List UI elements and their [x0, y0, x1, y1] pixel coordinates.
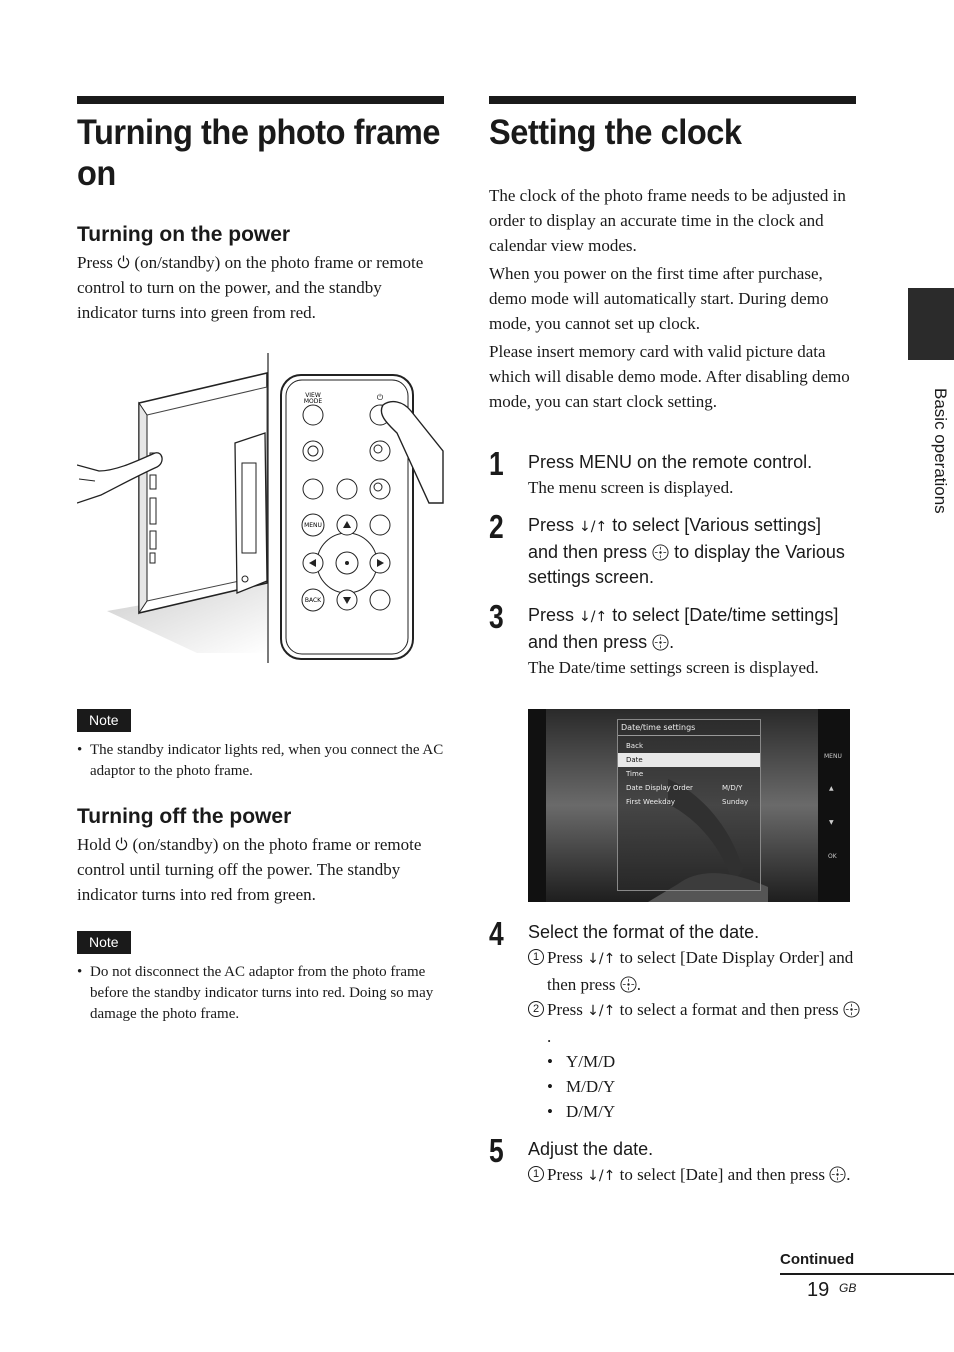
continued-label: Continued: [780, 1251, 855, 1268]
step-number: 1: [489, 445, 504, 482]
datetime-menu: [617, 719, 761, 891]
intro-paragraph: Please insert memory card with valid picture data which will disable demo mode. After disabling demo mode, you can start clock setting.: [489, 342, 850, 411]
format-label: D/M/Y: [566, 1102, 616, 1121]
substep-text: to select a format and then press: [619, 1000, 839, 1019]
step-text: Adjust the date.: [528, 1139, 654, 1159]
power-off-text: [77, 832, 444, 907]
title-rule: [77, 96, 444, 104]
screen-ok-label: OK: [828, 853, 837, 860]
photo-frame-remote-illustration: [77, 353, 445, 673]
substep-text: to select [Date] and then press: [619, 1165, 825, 1184]
remote-index-button: [370, 515, 390, 535]
bullet-dot: •: [547, 1102, 553, 1121]
page-suffix: GB: [839, 1281, 857, 1295]
svg-text:MODE: MODE: [303, 398, 323, 405]
format-item: [547, 1099, 861, 1124]
note2: [77, 931, 444, 1025]
format-list: [528, 1049, 861, 1124]
power-off-text-after: (on/standby) on the photo frame or remote control until turning off the power. The standby indicator turns into red from green.: [77, 835, 422, 904]
down-up-arrows-icon: ↓/↑: [587, 1003, 616, 1019]
menu-title: Date/time settings: [618, 720, 760, 736]
substep-text: to select [Date Display Order] and then press: [547, 948, 854, 994]
intro-paragraph: When you power on the first time after purchase, demo mode will automatically start. During demo mode, you cannot set up clock.: [489, 264, 829, 333]
step-text: Select the format of the date.: [528, 922, 760, 942]
title-rule: [489, 96, 856, 104]
step-1: [489, 445, 856, 500]
bullet-dot: •: [77, 742, 83, 758]
step-number: 2: [489, 508, 504, 545]
circled-number: 1: [528, 1166, 544, 1182]
svg-text:⏻: ⏻: [376, 393, 384, 402]
step-number: 5: [489, 1132, 504, 1169]
step-5: [489, 1132, 861, 1189]
enter-button-icon: [843, 1001, 860, 1018]
format-label: Y/M/D: [566, 1052, 616, 1071]
enter-button-icon: [652, 634, 669, 651]
enter-button-icon: [652, 544, 669, 561]
format-label: M/D/Y: [566, 1077, 616, 1096]
step-sub: The menu screen is displayed.: [528, 478, 734, 497]
substep: [528, 1162, 861, 1189]
menu-row-label: Date Display Order: [626, 784, 693, 792]
remote-menu-label: MENU: [304, 522, 322, 529]
step-text-part: .: [669, 632, 675, 652]
section-tab: [908, 288, 954, 360]
step-sub: The Date/time settings screen is displayed.: [528, 658, 819, 677]
format-item: [547, 1049, 861, 1074]
frame-slot: [150, 498, 156, 524]
substep-text: Press: [547, 948, 583, 967]
enter-button-icon: [620, 976, 637, 993]
substep-text: .: [846, 1165, 851, 1184]
step-3: [489, 598, 856, 680]
section-tab-label: Basic operations: [931, 388, 950, 514]
substep-text: Press: [547, 1000, 583, 1019]
step-text: [528, 603, 856, 655]
menu-row-value: M/D/Y: [722, 784, 743, 792]
remote-back-label: BACK: [304, 597, 322, 604]
step-text-part: to display the Various settings screen.: [528, 542, 845, 587]
note2-badge: Note: [77, 931, 131, 954]
remote-clock-button: [303, 441, 323, 461]
down-up-arrows-icon: ↓/↑: [587, 1168, 616, 1184]
note1-item: [77, 740, 444, 782]
menu-row-label: Back: [626, 742, 643, 750]
bullet-dot: •: [547, 1052, 553, 1071]
steps-lower: [489, 915, 861, 1189]
step-text-part: to select [Various settings] and then press: [528, 515, 822, 562]
power-icon: [115, 837, 128, 851]
menu-row-label: Time: [626, 770, 644, 778]
step-4: [489, 915, 861, 1124]
bullet-dot: •: [547, 1077, 553, 1096]
power-off-text-before: Hold: [77, 835, 111, 854]
substep-text: .: [636, 975, 641, 994]
remote-view-mode-label: VIEW: [305, 392, 321, 399]
page-title-left: Turning the photo frame on: [77, 113, 441, 193]
left-column: [77, 96, 444, 1025]
power-on-text-before: Press: [77, 253, 113, 272]
step-2: [489, 508, 856, 590]
step-text: Press MENU on the remote control.: [528, 452, 813, 472]
screen-menu-label: MENU: [824, 753, 842, 760]
power-on-text-after: (on/standby) on the photo frame or remote control to turn on the power, and the standby indicator turns into green from red.: [77, 253, 424, 322]
menu-row-first-weekday[interactable]: [618, 795, 760, 809]
note1: [77, 709, 444, 782]
remote-zoom-in-button: [370, 441, 390, 461]
step-text-part: Press: [528, 515, 575, 535]
substep-text: .: [547, 1027, 552, 1046]
page-title-right: Setting the clock: [489, 113, 742, 152]
power-icon: [117, 255, 130, 269]
screen-down-icon: ▼: [829, 819, 834, 826]
step-text: [528, 513, 856, 590]
power-on-heading: Turning on the power: [77, 223, 291, 246]
screen-up-icon: ▲: [829, 785, 834, 792]
step-number: 3: [489, 598, 504, 635]
frame-button: [150, 553, 155, 563]
menu-row-date[interactable]: [618, 753, 760, 767]
frame-slot: [150, 531, 156, 549]
bullet-dot: •: [77, 964, 83, 980]
down-up-arrows-icon: ↓/↑: [579, 609, 608, 625]
enter-button-icon: [829, 1166, 846, 1183]
menu-row-label: Date: [626, 756, 643, 764]
power-off-heading: Turning off the power: [77, 805, 292, 828]
right-column: [489, 96, 856, 680]
menu-row-label: First Weekday: [626, 798, 676, 806]
datetime-settings-screenshot: [528, 709, 850, 902]
intro-paragraph: The clock of the photo frame needs to be adjusted in order to display an accurate time in the clock and calendar view modes.: [489, 186, 846, 255]
menu-row-time[interactable]: [618, 767, 760, 781]
note2-item: [77, 962, 444, 1025]
photo-frame: [139, 373, 267, 613]
down-up-arrows-icon: ↓/↑: [579, 519, 608, 535]
menu-row-back[interactable]: [618, 739, 760, 753]
menu-row-value: Sunday: [722, 798, 749, 806]
substep: [528, 945, 861, 997]
step-text-part: to select [Date/time settings] and then press: [528, 605, 839, 652]
substep-text: Press: [547, 1165, 583, 1184]
remote-slideshow-button: [303, 479, 323, 499]
step-number: 4: [489, 915, 504, 952]
remote-view-mode-button: [303, 405, 323, 425]
substep: [528, 997, 861, 1049]
menu-row-date-display-order[interactable]: [618, 781, 760, 795]
down-up-arrows-icon: ↓/↑: [587, 951, 616, 967]
note1-text: The standby indicator lights red, when you connect the AC adaptor to the photo frame.: [90, 742, 444, 779]
format-item: [547, 1074, 861, 1099]
page-number: 19: [807, 1279, 830, 1301]
note2-text: Do not disconnect the AC adaptor from the photo frame before the standby indicator turns into red. Doing so may damage the photo frame.: [90, 964, 434, 1022]
remote-zoom-out-button: [370, 479, 390, 499]
footer-rule: [780, 1273, 954, 1275]
remote-rotate2-button: [370, 590, 390, 610]
frame-button: [150, 475, 156, 489]
circled-number: 2: [528, 1001, 544, 1017]
note1-badge: Note: [77, 709, 131, 732]
power-on-text: [77, 250, 444, 325]
step-text-part: Press: [528, 605, 575, 625]
remote-rotate-button: [337, 479, 357, 499]
circled-number: 1: [528, 949, 544, 965]
